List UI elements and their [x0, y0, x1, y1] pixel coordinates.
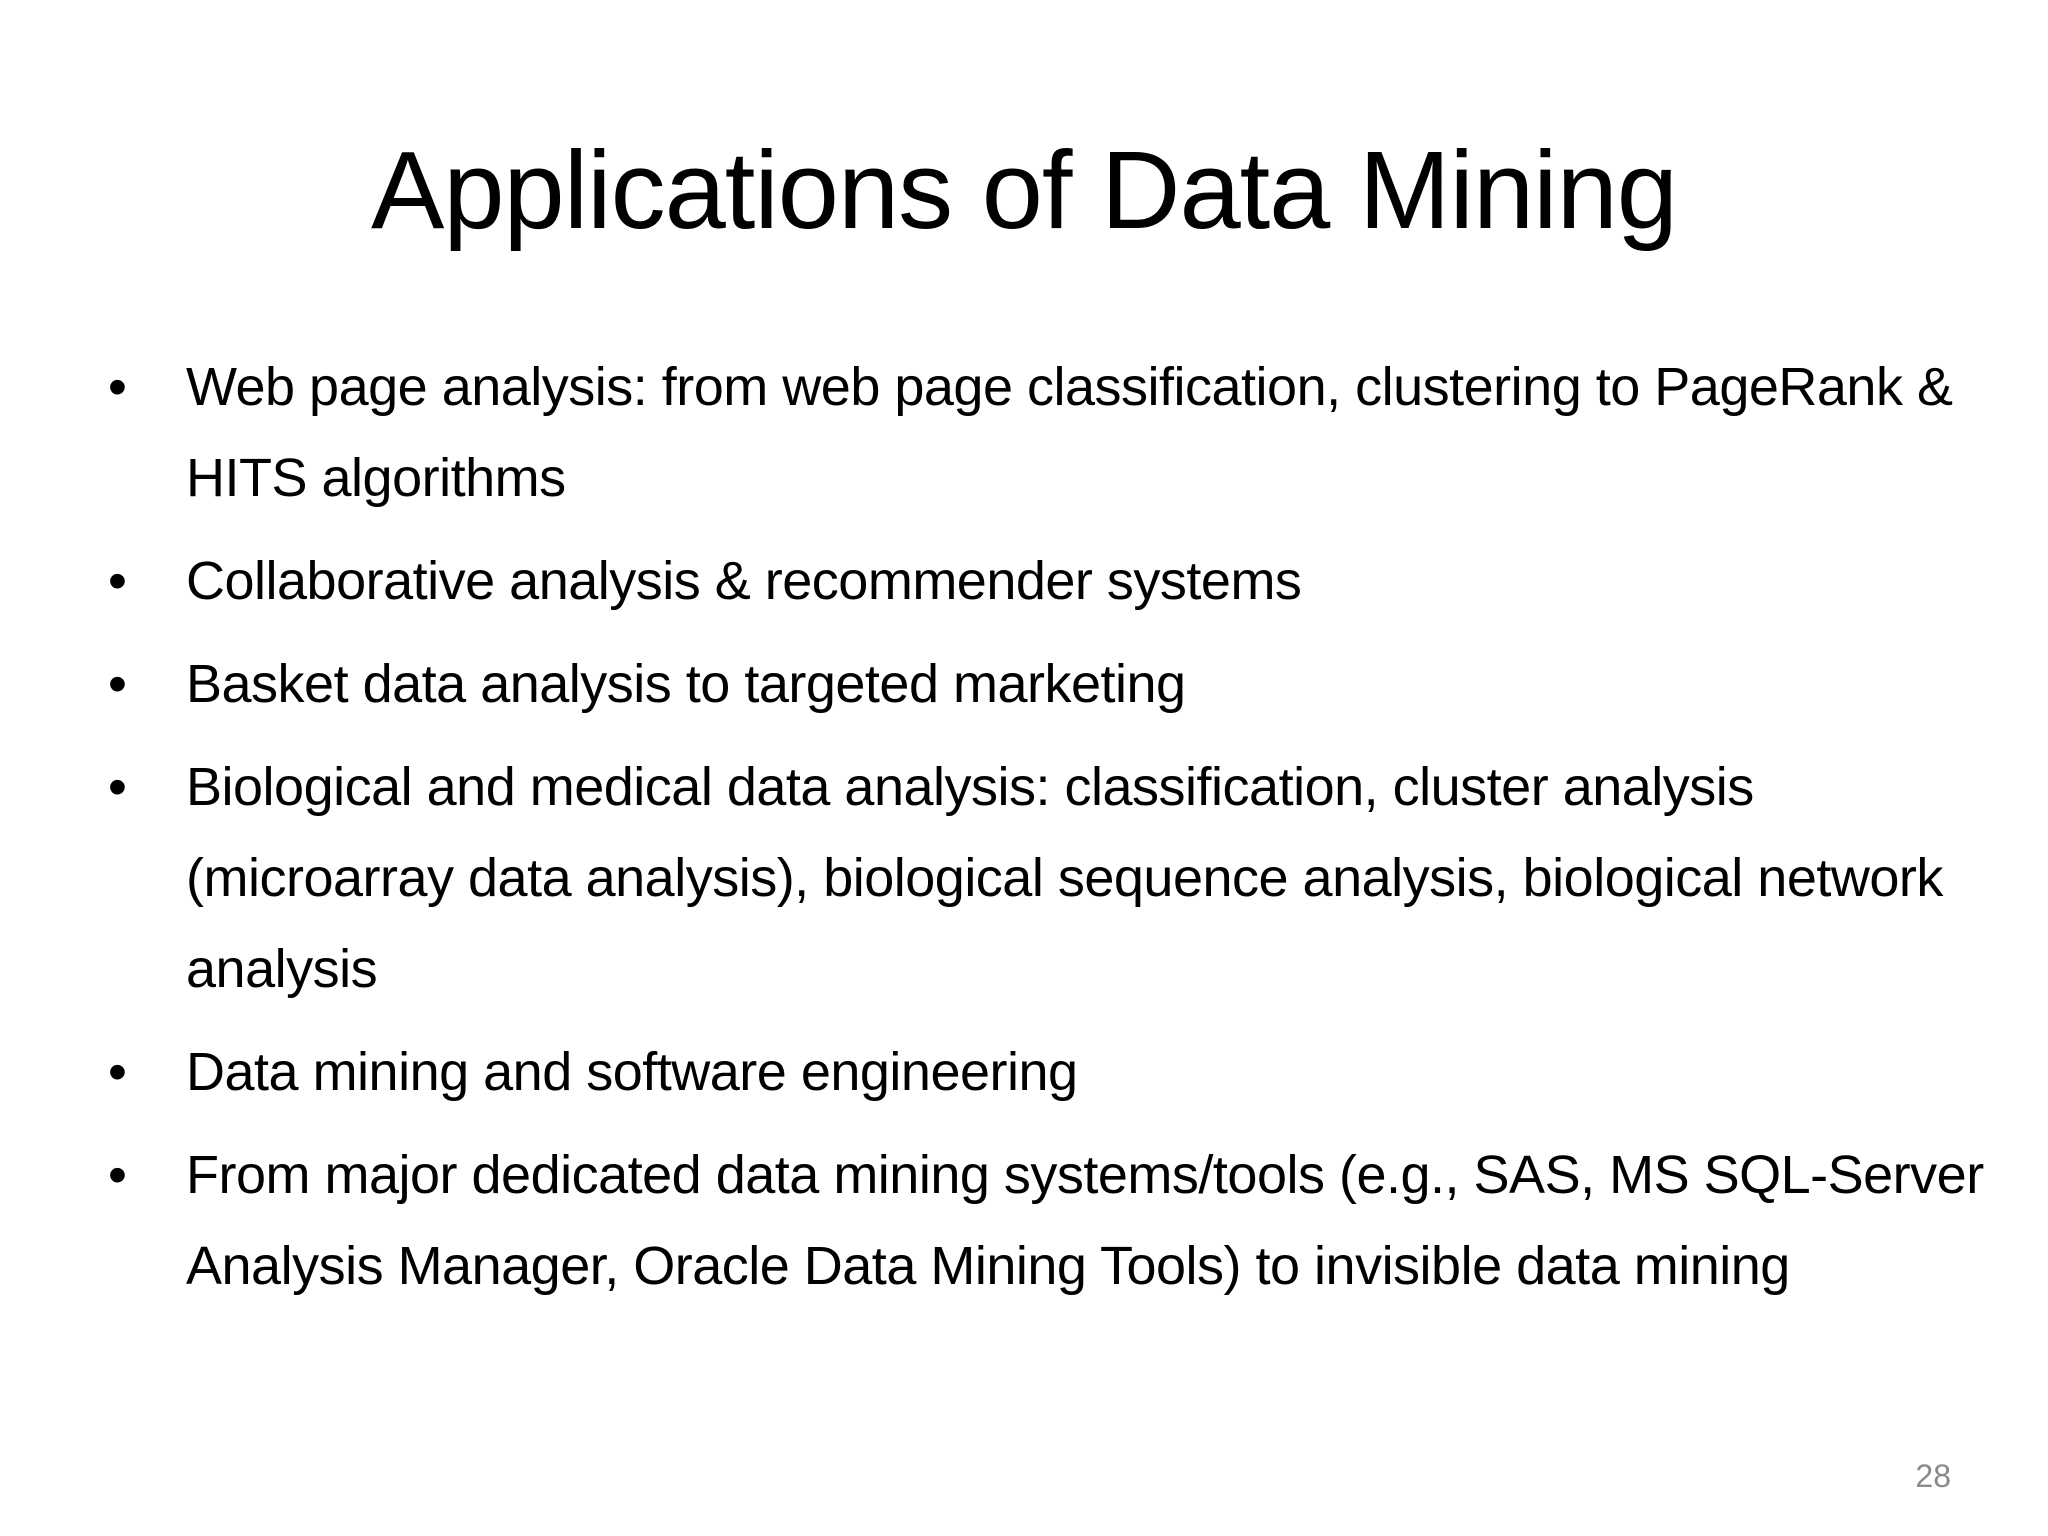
- bullet-text: From major dedicated data mining systems/tools (e.g., SAS, MS SQL-Server Analysis Manager, Oracle Data Mining Tools) to invisible data mining: [186, 1145, 1984, 1296]
- bullet-text: Biological and medical data analysis: classification, cluster analysis (microarray data analysis), biological sequence analysis, biological network analysis: [186, 757, 1943, 999]
- bullet-text: Web page analysis: from web page classification, clustering to PageRank & HITS algorithms: [186, 357, 1953, 508]
- bullet-icon: •: [108, 654, 127, 714]
- list-item: [104, 742, 1984, 1015]
- list-item: [104, 639, 1984, 730]
- list-item: [104, 1027, 1984, 1118]
- bullet-icon: •: [108, 357, 127, 417]
- bullet-text: Data mining and software engineering: [186, 1042, 1078, 1102]
- bullet-icon: •: [108, 757, 127, 817]
- list-item: [104, 536, 1984, 627]
- bullet-list: [104, 342, 1984, 1324]
- page-number: 28: [1915, 1458, 1951, 1494]
- slide-title: Applications of Data Mining: [371, 129, 1677, 252]
- list-item: [104, 1130, 1984, 1312]
- bullet-text: Collaborative analysis & recommender systems: [186, 551, 1302, 611]
- bullet-icon: •: [108, 1145, 127, 1205]
- bullet-icon: •: [108, 551, 127, 611]
- list-item: [104, 342, 1984, 524]
- bullet-icon: •: [108, 1042, 127, 1102]
- bullet-text: Basket data analysis to targeted marketing: [186, 654, 1186, 714]
